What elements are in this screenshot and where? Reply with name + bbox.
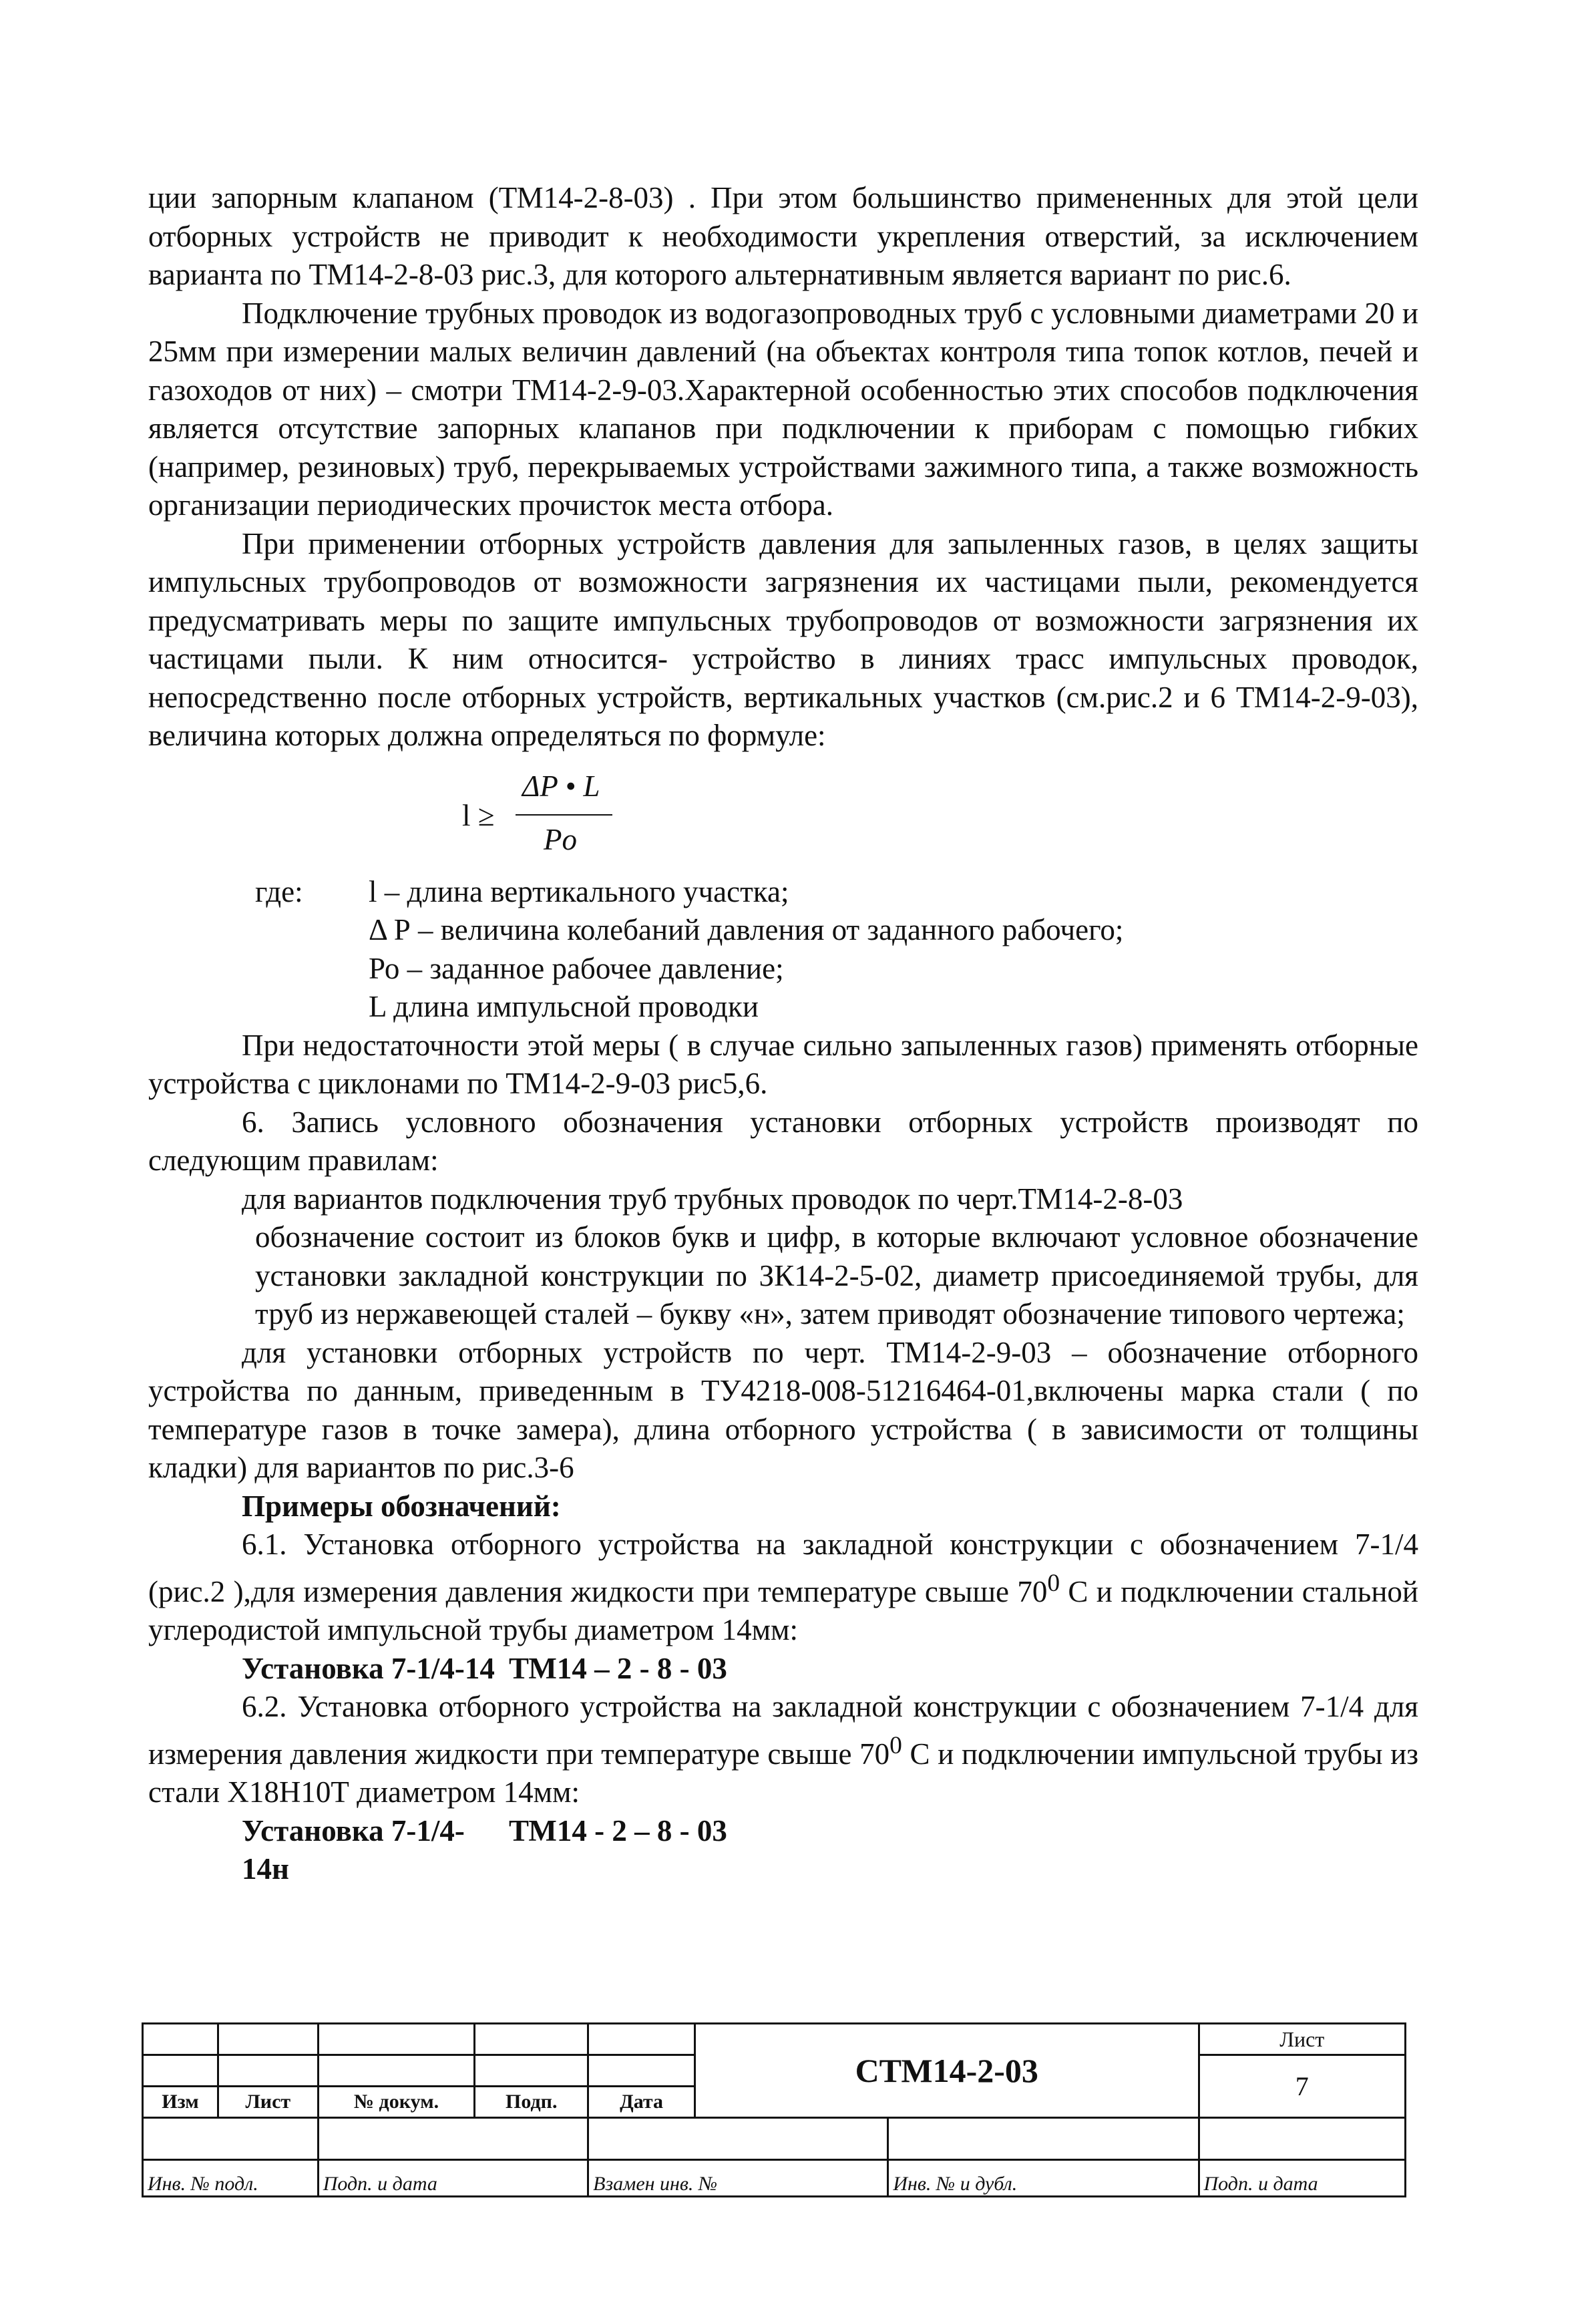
- inv-podl: Инв. № подл.: [143, 2160, 319, 2197]
- header-list: Лист: [218, 2087, 318, 2118]
- paragraph: для установки отборных устройств по черт. ТМ14-2-9-03 – обозначение отборного устройства по данным, приведенным в ТУ4218-008-51216464-01,включены марка стали ( по температуре газов в точке замера), длина отборного устройства ( в зависимости от толщины кладки) для вариантов по рис.3-6: [148, 1335, 1418, 1484]
- paragraph: ции запорным клапаном (ТМ14-2-8-03) . При этом большинство примененных для этой цели отборных устройств не приводит к необходимости укрепления отверстий, за исключением варианта по ТМ14-2-8-03 рис.3, для которого альтернативным является вариант по рис.6.: [148, 181, 1418, 291]
- where-block: [148, 873, 1418, 1027]
- header-date: Дата: [588, 2087, 695, 2118]
- designation-name: Установка 7-1/4-14н: [242, 1813, 465, 1886]
- examples-title: Примеры обозначений:: [242, 1489, 561, 1523]
- podp-data-1: Подп. и дата: [318, 2160, 588, 2197]
- where-item: Δ Р – величина колебаний давления от заданного рабочего;: [369, 913, 1124, 946]
- designation-name: Установка 7-1/4-14: [242, 1651, 495, 1685]
- paragraph: 6. Запись условного обозначения установки отборных устройств производят по следующим правилам:: [148, 1105, 1418, 1177]
- document-code: СТМ14-2-03: [694, 2024, 1199, 2118]
- where-label: где:: [255, 874, 303, 908]
- example-6-1: 6.1. Установка отборного устройства на закладной конструкции с обозначением 7-1/4 (рис.2 ),для измерения давления жидкости при температуре свыше $70^0$ С и подключении стальной углеродистой импульсной трубы диаметром 14мм:: [148, 1528, 1418, 1646]
- fraction-bar: [516, 814, 612, 816]
- header-doc-no: № докум.: [318, 2087, 475, 2118]
- where-items: [369, 873, 1123, 1027]
- sheet-label: Лист: [1199, 2024, 1406, 2055]
- designation-code: ТМ14 - 2 – 8 - 03: [509, 1813, 727, 1847]
- title-block: [142, 2022, 1406, 2197]
- paragraph: При применении отборных устройств давления для запыленных газов, в целях защиты импульсных трубопроводов от возможности загрязнения их частицами пыли, рекомендуется предусматривать меры по защите импульсных трубопроводов от возможности загрязнения их частицами пыли. К ним относится- устройство в линиях трасс импульсных проводок, непосредственно после отборных устройств, вертикальных участков (см.рис.2 и 6 ТМ14-2-9-03), величина которых должна определяться по формуле:: [148, 526, 1418, 752]
- where-item: L длина импульсной проводки: [369, 990, 759, 1023]
- paragraph: Подключение трубных проводок из водогазопроводных труб с условными диаметрами 20 и 25мм при измерении малых величин давлений (на объектах контроля типа топок котлов, печей и газоходов от них) – смотри ТМ14-2-9-03.Характерной особенностью этих способов подключения является отсутствие запорных клапанов при подключении к приборам с помощью гибких (например, резиновых) труб, перекрываемых устройствами зажимного типа, а также возможность организации периодических прочисток места отбора.: [148, 296, 1418, 522]
- formula-denominator: Po: [544, 822, 577, 856]
- header-podp: Подп.: [475, 2087, 588, 2118]
- paragraph: обозначение состоит из блоков букв и цифр, в которые включают условное обозначение установки закладной конструкции по ЗК14-2-5-02, диаметр присоединяемой трубы, для труб из нержавеющей сталей – букву «н», затем приводят обозначение типового чертежа;: [255, 1220, 1418, 1331]
- where-item: l – длина вертикального участка;: [369, 874, 789, 908]
- formula-lhs: l ≥: [462, 798, 495, 832]
- header-izm: Изм: [143, 2087, 218, 2118]
- where-item: Ро – заданное рабочее давление;: [369, 951, 784, 985]
- designation-code: ТМ14 – 2 - 8 - 03: [509, 1651, 727, 1685]
- sheet-number: 7: [1199, 2055, 1406, 2118]
- paragraph: для вариантов подключения труб трубных проводок по черт.ТМ14-2-8-03: [242, 1182, 1183, 1216]
- paragraph: При недостаточности этой меры ( в случае сильно запыленных газов) применять отборные устройства с циклонами по ТМ14-2-9-03 рис5,6.: [148, 1028, 1418, 1100]
- designation-line: [148, 1812, 1418, 1889]
- podp-data-2: Подп. и дата: [1199, 2160, 1406, 2197]
- inv-dubl: Инв. № и дубл.: [888, 2160, 1199, 2197]
- formula: [148, 758, 1418, 873]
- designation-line: [148, 1650, 1418, 1689]
- body-text: [148, 179, 1418, 1889]
- vzamen-inv: Взамен инв. №: [588, 2160, 888, 2197]
- formula-numerator: ΔP • L: [522, 769, 600, 803]
- example-6-2: 6.2. Установка отборного устройства на закладной конструкции с обозначением 7-1/4 для измерения давления жидкости при температуре свыше $70^0$ С и подключении импульсной трубы из стали Х18Н10Т диаметром 14мм:: [148, 1690, 1418, 1809]
